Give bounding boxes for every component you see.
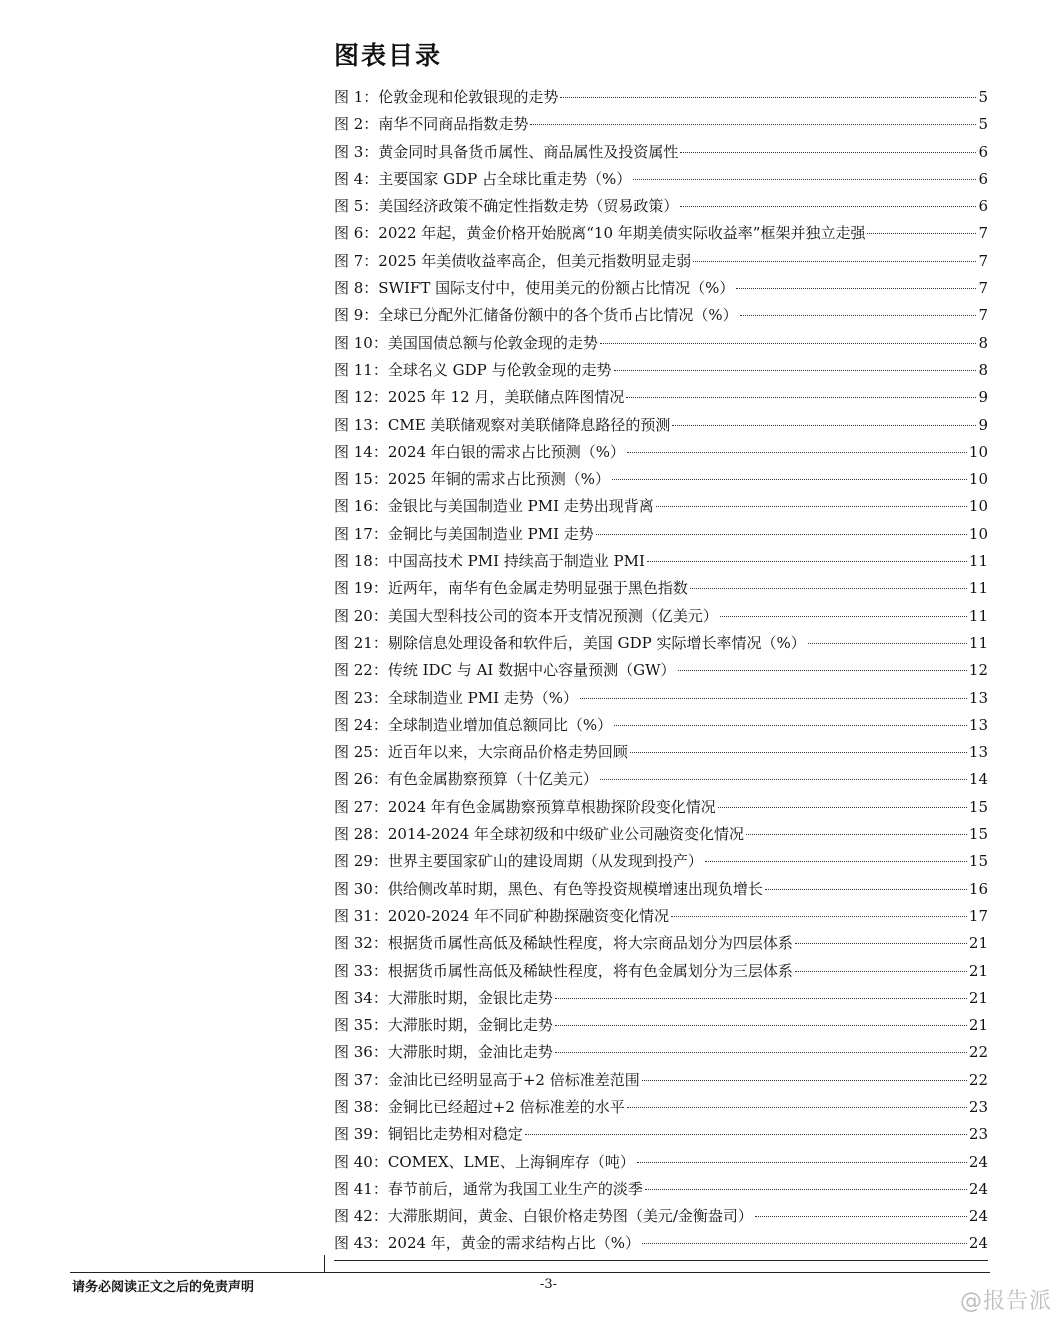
toc-entry-page: 15 <box>968 797 988 816</box>
toc-entry-label: 图 16：金银比与美国制造业 PMI 走势出现背离 <box>334 497 654 516</box>
toc-entry-label: 图 22：传统 IDC 与 AI 数据中心容量预测（GW） <box>334 661 676 680</box>
toc-entry-page: 15 <box>968 852 988 871</box>
toc-entry-leader <box>612 479 967 480</box>
toc-entry-page: 11 <box>968 552 988 571</box>
page-number: -3- <box>540 1277 558 1292</box>
toc-entry-leader <box>630 752 967 753</box>
toc-entry-label: 图 35：大滞胀时期，金铜比走势 <box>334 1016 553 1035</box>
toc-entry-page: 12 <box>968 661 988 680</box>
toc-entry[interactable] <box>334 905 988 932</box>
toc-entry-page: 13 <box>968 688 988 707</box>
toc-entry[interactable] <box>334 1151 988 1178</box>
toc-entry-page: 21 <box>968 961 988 980</box>
toc-entry[interactable] <box>334 195 988 222</box>
toc-entry[interactable] <box>334 796 988 823</box>
toc-entry-leader <box>755 1216 967 1217</box>
toc-entry-page: 6 <box>978 142 988 161</box>
toc-entry-label: 图 5：美国经济政策不确定性指数走势（贸易政策） <box>334 197 679 216</box>
toc-entry[interactable] <box>334 359 988 386</box>
toc-entry[interactable] <box>334 250 988 277</box>
toc-entry-label: 图 17：金铜比与美国制造业 PMI 走势 <box>334 524 594 543</box>
toc-entry-label: 图 36：大滞胀时期，金油比走势 <box>334 1043 553 1062</box>
toc-entry[interactable] <box>334 605 988 632</box>
toc-entry[interactable] <box>334 687 988 714</box>
toc-entry-leader <box>627 1107 967 1108</box>
toc-entry-page: 5 <box>978 115 988 134</box>
toc-entry-page: 13 <box>968 715 988 734</box>
toc-entry-page: 24 <box>968 1152 988 1171</box>
toc-entry-label: 图 29：世界主要国家矿山的建设周期（从发现到投产） <box>334 852 703 871</box>
toc-entry-leader <box>642 1080 967 1081</box>
toc-entry-page: 10 <box>968 470 988 489</box>
toc-entry-leader <box>580 698 967 699</box>
toc-entry[interactable] <box>334 141 988 168</box>
toc-entry-leader <box>555 1052 967 1053</box>
toc-entry[interactable] <box>334 304 988 331</box>
toc-entry-page: 9 <box>978 415 988 434</box>
toc-entry-page: 10 <box>968 442 988 461</box>
toc-entry-leader <box>795 971 967 972</box>
toc-entry-label: 图 14：2024 年白银的需求占比预测（%） <box>334 442 626 461</box>
toc-entry-leader <box>795 943 967 944</box>
toc-entry-page: 11 <box>968 633 988 652</box>
toc-entry-leader <box>525 1134 967 1135</box>
toc-entry-leader <box>671 916 967 917</box>
toc-entry-leader <box>633 179 976 180</box>
toc-entry[interactable] <box>334 1041 988 1068</box>
toc-entry-page: 21 <box>968 988 988 1007</box>
toc-entry-page: 24 <box>968 1207 988 1226</box>
toc-entry-label: 图 37：金油比已经明显高于+2 倍标准差范围 <box>334 1070 640 1089</box>
toc-entry[interactable] <box>334 1205 988 1232</box>
toc-entry-label: 图 13：CME 美联储观察对美联储降息路径的预测 <box>334 415 671 434</box>
toc-list <box>334 86 988 1261</box>
toc-entry[interactable] <box>334 1178 988 1205</box>
toc-entry-leader <box>705 861 967 862</box>
toc-entry-page: 24 <box>968 1179 988 1198</box>
toc-entry-page: 17 <box>968 906 988 925</box>
toc-entry-page: 6 <box>978 169 988 188</box>
toc-entry[interactable] <box>334 659 988 686</box>
toc-entry-label: 图 15：2025 年铜的需求占比预测（%） <box>334 470 611 489</box>
toc-entry[interactable] <box>334 168 988 195</box>
footer-rule <box>70 1272 990 1273</box>
toc-entry[interactable] <box>334 222 988 249</box>
toc-entry-page: 15 <box>968 825 988 844</box>
toc-entry-leader <box>693 261 976 262</box>
toc-entry-label: 图 26：有色金属勘察预算（十亿美元） <box>334 770 598 789</box>
toc-entry-leader <box>560 97 976 98</box>
toc-entry-label: 图 1：伦敦金现和伦敦银现的走势 <box>334 88 559 106</box>
toc-entry-page: 10 <box>968 497 988 516</box>
toc-entry[interactable] <box>334 768 988 795</box>
toc-entry-label: 图 12：2025 年 12 月，美联储点阵图情况 <box>334 388 625 407</box>
toc-entry-label: 图 9：全球已分配外汇储备份额中的各个货币占比情况（%） <box>334 306 738 325</box>
toc-entry-page: 7 <box>978 224 988 243</box>
toc-entry[interactable] <box>334 1232 988 1260</box>
toc-entry[interactable] <box>334 550 988 577</box>
toc-entry-page: 11 <box>968 606 988 625</box>
toc-entry-label: 图 4：主要国家 GDP 占全球比重走势（%） <box>334 169 632 188</box>
toc-entry-leader <box>718 807 967 808</box>
toc-entry-page: 7 <box>978 251 988 270</box>
toc-entry[interactable] <box>334 386 988 413</box>
toc-entry[interactable] <box>334 714 988 741</box>
toc-entry-page: 6 <box>978 197 988 216</box>
toc-entry[interactable] <box>334 468 988 495</box>
toc-entry-leader <box>680 206 976 207</box>
toc-entry-label: 图 30：供给侧改革时期，黑色、有色等投资规模增速出现负增长 <box>334 879 763 898</box>
toc-entry-label: 图 21：剔除信息处理设备和软件后，美国 GDP 实际增长率情况（%） <box>334 633 806 652</box>
toc-entry-page: 5 <box>978 88 988 106</box>
toc-entry[interactable] <box>334 495 988 522</box>
toc-entry[interactable] <box>334 1096 988 1123</box>
toc-entry-leader <box>765 889 967 890</box>
toc-entry-label: 图 31：2020-2024 年不同矿种勘探融资变化情况 <box>334 906 670 925</box>
toc-entry-leader <box>672 425 976 426</box>
toc-entry-label: 图 18：中国高技术 PMI 持续高于制造业 PMI <box>334 552 645 571</box>
toc-entry[interactable] <box>334 987 988 1014</box>
toc-entry-label: 图 41：春节前后，通常为我国工业生产的淡季 <box>334 1179 643 1198</box>
toc-entry[interactable] <box>334 277 988 304</box>
toc-entry-label: 图 38：金铜比已经超过+2 倍标准差的水平 <box>334 1097 625 1116</box>
toc-entry-label: 图 33：根据货币属性高低及稀缺性程度，将有色金属划分为三层体系 <box>334 961 793 980</box>
toc-entry-leader <box>555 1025 967 1026</box>
toc-entry-label: 图 24：全球制造业增加值总额同比（%） <box>334 715 613 734</box>
toc-entry[interactable] <box>334 414 988 441</box>
toc-entry[interactable] <box>334 577 988 604</box>
toc-entry[interactable] <box>334 1123 988 1150</box>
toc-entry-label: 图 7：2025 年美债收益率高企，但美元指数明显走弱 <box>334 251 692 270</box>
toc-entry-label: 图 6：2022 年起，黄金价格开始脱离“10 年期美债实际收益率”框架并独立走强 <box>334 224 866 243</box>
toc-entry[interactable] <box>334 823 988 850</box>
toc-entry-leader <box>647 561 967 562</box>
toc-entry-page: 10 <box>968 524 988 543</box>
toc-entry[interactable] <box>334 523 988 550</box>
toc-entry-leader <box>746 834 967 835</box>
toc-entry-leader <box>642 1243 967 1244</box>
toc-entry[interactable] <box>334 1014 988 1041</box>
footer-disclaimer: 请务必阅读正文之后的免责声明 <box>72 1280 255 1295</box>
toc-entry-label: 图 23：全球制造业 PMI 走势（%） <box>334 688 579 707</box>
toc-entry-leader <box>656 506 967 507</box>
toc-entry-page: 9 <box>978 388 988 407</box>
toc-entry-label: 图 39：铜铝比走势相对稳定 <box>334 1125 523 1144</box>
toc-entry-leader <box>680 152 976 153</box>
toc-entry[interactable] <box>334 113 988 140</box>
toc-entry-label: 图 43：2024 年，黄金的需求结构占比（%） <box>334 1234 641 1253</box>
toc-entry[interactable] <box>334 878 988 905</box>
toc-entry-label: 图 8：SWIFT 国际支付中，使用美元的份额占比情况（%） <box>334 279 735 298</box>
toc-entry-leader <box>867 233 976 234</box>
toc-entry-page: 23 <box>968 1125 988 1144</box>
toc-entry-leader <box>808 643 967 644</box>
toc-entry-label: 图 19：近两年，南华有色金属走势明显强于黑色指数 <box>334 579 688 598</box>
toc-entry-label: 图 3：黄金同时具备货币属性、商品属性及投资属性 <box>334 142 679 161</box>
toc-entry-leader <box>740 315 977 316</box>
toc-entry-label: 图 11：全球名义 GDP 与伦敦金现的走势 <box>334 360 612 379</box>
toc-entry-leader <box>626 397 976 398</box>
toc-entry-page: 21 <box>968 934 988 953</box>
toc-entry-label: 图 28：2014-2024 年全球初级和中级矿业公司融资变化情况 <box>334 825 745 844</box>
toc-entry-leader <box>678 670 967 671</box>
toc-entry-leader <box>596 534 967 535</box>
toc-entry-page: 16 <box>968 879 988 898</box>
toc-entry-page: 23 <box>968 1097 988 1116</box>
toc-entry-page: 14 <box>968 770 988 789</box>
toc-entry-leader <box>530 124 976 125</box>
toc-entry-page: 22 <box>968 1043 988 1062</box>
toc-title: 图表目录 <box>334 41 443 70</box>
toc-entry-leader <box>736 288 976 289</box>
toc-entry[interactable] <box>334 932 988 959</box>
toc-entry-leader <box>720 616 967 617</box>
toc-entry-label: 图 32：根据货币属性高低及稀缺性程度，将大宗商品划分为四层体系 <box>334 934 793 953</box>
toc-entry-label: 图 42：大滞胀期间，黄金、白银价格走势图（美元/金衡盎司） <box>334 1207 753 1226</box>
toc-entry[interactable] <box>334 960 988 987</box>
toc-entry-page: 8 <box>978 333 988 352</box>
toc-entry[interactable] <box>334 1069 988 1096</box>
left-border-line <box>324 1255 325 1273</box>
toc-entry-page: 11 <box>968 579 988 598</box>
toc-entry-label: 图 2：南华不同商品指数走势 <box>334 115 529 134</box>
toc-entry-leader <box>690 588 967 589</box>
toc-entry[interactable] <box>334 332 988 359</box>
toc-entry-leader <box>600 779 967 780</box>
toc-entry-page: 21 <box>968 1016 988 1035</box>
toc-entry[interactable] <box>334 850 988 877</box>
toc-entry[interactable] <box>334 86 988 113</box>
toc-entry-page: 22 <box>968 1070 988 1089</box>
toc-entry-leader <box>614 725 967 726</box>
toc-entry-page: 24 <box>968 1234 988 1253</box>
toc-entry-page: 13 <box>968 743 988 762</box>
toc-entry-label: 图 34：大滞胀时期，金银比走势 <box>334 988 553 1007</box>
toc-entry-leader <box>645 1189 967 1190</box>
toc-entry-label: 图 10：美国国债总额与伦敦金现的走势 <box>334 333 598 352</box>
toc-entry[interactable] <box>334 741 988 768</box>
toc-entry[interactable] <box>334 441 988 468</box>
toc-entry-label: 图 40：COMEX、LME、上海铜库存（吨） <box>334 1152 635 1171</box>
toc-entry-label: 图 27：2024 年有色金属勘察预算草根勘探阶段变化情况 <box>334 797 716 816</box>
watermark: @报告派 <box>959 1289 1052 1314</box>
toc-entry-page: 7 <box>978 279 988 298</box>
toc-entry-leader <box>627 452 967 453</box>
toc-entry-label: 图 20：美国大型科技公司的资本开支情况预测（亿美元） <box>334 606 718 625</box>
toc-entry-leader <box>614 370 977 371</box>
toc-entry-label: 图 25：近百年以来，大宗商品价格走势回顾 <box>334 743 628 762</box>
toc-entry-leader <box>600 343 977 344</box>
toc-entry-leader <box>637 1162 967 1163</box>
toc-entry-leader <box>555 998 967 999</box>
toc-entry[interactable] <box>334 632 988 659</box>
toc-entry-page: 8 <box>978 360 988 379</box>
toc-entry-page: 7 <box>978 306 988 325</box>
